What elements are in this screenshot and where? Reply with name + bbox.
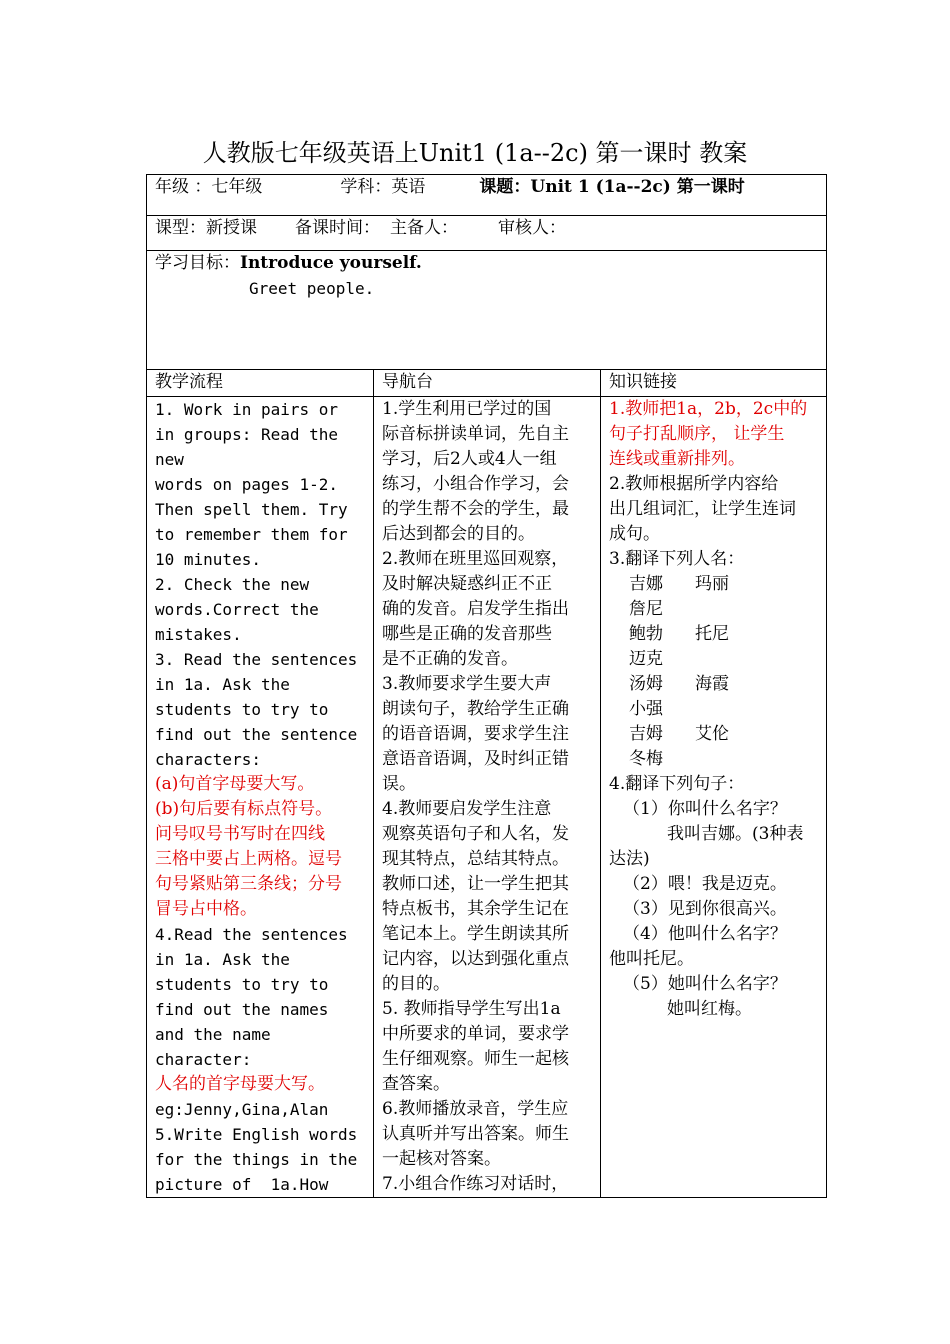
- flow-steps-3: [155, 1097, 365, 1197]
- link-line: 成句。: [609, 524, 660, 544]
- nav-line: 3.教师要求学生要大声: [382, 674, 552, 694]
- header-row-info: [147, 175, 827, 216]
- nav-line: 查答案。: [382, 1074, 450, 1094]
- nav-line: 生仔细观察。师生一起核: [382, 1049, 569, 1069]
- name-cell: 汤姆: [629, 674, 663, 694]
- goals-cell: [147, 251, 827, 370]
- question-3: （3）见到你很高兴。: [623, 899, 787, 919]
- column-header-link: 知识链接: [601, 370, 827, 397]
- flow-red-line: (b)句后要有标点符号。: [155, 799, 333, 819]
- nav-line: 练习，小组合作学习，会: [382, 474, 569, 494]
- answer-5: 她叫红梅。: [667, 999, 752, 1019]
- flow-line: new: [155, 450, 184, 469]
- nav-line: 学习，后2人或4人一组: [382, 449, 557, 469]
- question-4: （4）他叫什么名字？: [623, 924, 787, 944]
- nav-line: 笔记本上。学生朗读其所: [382, 924, 569, 944]
- flow-line: Then spell them. Try: [155, 500, 348, 519]
- reviewer-label: 审核人：: [498, 218, 566, 238]
- flow-line: find out the names: [155, 1000, 329, 1019]
- flow-line: 2. Check the new: [155, 575, 310, 594]
- nav-line: 际音标拼读单词，先自主: [382, 424, 569, 444]
- topic-value: Unit 1 (1a--2c) 第一课时: [530, 177, 745, 197]
- flow-red-line: 问号叹号书写时在四线: [155, 824, 325, 844]
- flow-red-name-rule: 人名的首字母要大写。: [155, 1074, 325, 1094]
- flow-line: find out the sentence: [155, 725, 358, 744]
- subject-label: 学科：英语: [340, 177, 426, 197]
- flow-red-line: 三格中要占上两格。逗号: [155, 849, 342, 869]
- name-cell: 托尼: [695, 624, 729, 644]
- flow-line: for the things in the: [155, 1150, 358, 1169]
- link-item-2: [609, 472, 818, 547]
- nav-line: 现其特点，总结其特点。: [382, 849, 569, 869]
- nav-line: 1.学生利用已学过的国: [382, 399, 552, 419]
- flow-line: 10 minutes.: [155, 550, 261, 569]
- column-header-row: [147, 370, 827, 397]
- flow-line: 5.Write English words: [155, 1125, 358, 1144]
- flow-red-line: 冒号占中格。: [155, 899, 257, 919]
- goals-row: [147, 251, 827, 370]
- nav-line: 哪些是正确的发音那些: [382, 624, 552, 644]
- topic-label: 课题：: [479, 177, 531, 197]
- nav-line: 认真听并写出答案。师生: [382, 1124, 569, 1144]
- nav-cell: [374, 397, 601, 1198]
- header-row-meta: [147, 216, 827, 251]
- flow-line: students to try to: [155, 700, 329, 719]
- class-type-label: 课型：新授课: [155, 218, 257, 238]
- nav-line: 教师口述，让一学生把其: [382, 874, 569, 894]
- answer-1-cont: 达法): [609, 849, 650, 869]
- name-cell: 迈克: [629, 649, 663, 669]
- name-cell: 冬梅: [629, 749, 663, 769]
- flow-line: in 1a. Ask the: [155, 675, 290, 694]
- nav-line: 的语音语调，要求学生注: [382, 724, 569, 744]
- flow-rules-red: [155, 772, 365, 922]
- link-cell: [601, 397, 827, 1198]
- flow-line: character:: [155, 1050, 252, 1069]
- flow-steps: [155, 397, 365, 772]
- flow-line: 3. Read the sentences: [155, 650, 358, 669]
- name-cell: 鲍勃: [629, 624, 663, 644]
- prep-time-label: 备课时间：: [295, 218, 380, 238]
- link-line: 出几组词汇，让学生连词: [609, 499, 796, 519]
- link-red-line: 句子打乱顺序， 让学生: [609, 424, 785, 444]
- name-cell: 小强: [629, 699, 663, 719]
- nav-line: 确的发音。启发学生指出: [382, 599, 569, 619]
- content-row: [147, 397, 827, 1198]
- flow-red-line: 句号紧贴第三条线；分号: [155, 874, 342, 894]
- lesson-plan-table: [146, 174, 827, 1198]
- nav-line: 7.小组合作练习对话时，: [382, 1174, 569, 1194]
- nav-line: 4.教师要启发学生注意: [382, 799, 552, 819]
- nav-line: 2.教师在班里巡回观察，: [382, 549, 569, 569]
- name-cell: 艾伦: [695, 724, 729, 744]
- nav-line: 的学生帮不会的学生，最: [382, 499, 569, 519]
- flow-line: and the name: [155, 1025, 271, 1044]
- sentences-label: 4.翻译下列句子：: [609, 774, 745, 794]
- nav-line: 是不正确的发音。: [382, 649, 518, 669]
- nav-line: 误。: [382, 774, 416, 794]
- name-cell: 詹尼: [629, 599, 663, 619]
- flow-steps-2: [155, 922, 365, 1072]
- answer-4: 他叫托尼。: [609, 949, 694, 969]
- question-1: （1）你叫什么名字？: [623, 799, 787, 819]
- flow-line: mistakes.: [155, 625, 242, 644]
- name-cell: 吉姆: [629, 724, 663, 744]
- flow-line: eg:Jenny,Gina,Alan: [155, 1100, 329, 1119]
- link-red-line: 连线或重新排列。: [609, 449, 745, 469]
- name-cell: 海霞: [695, 674, 729, 694]
- column-header-nav: 导航台: [374, 370, 601, 397]
- link-item-1: [609, 397, 818, 472]
- name-cell: 玛丽: [695, 574, 729, 594]
- nav-line: 朗读句子，教给学生正确: [382, 699, 569, 719]
- nav-line: 一起核对答案。: [382, 1149, 501, 1169]
- names-label: 3.翻译下列人名：: [609, 549, 745, 569]
- page-title: 人教版七年级英语上Unit1 (1a--2c) 第一课时 教案: [202, 139, 748, 167]
- names-row: [609, 672, 818, 722]
- names-row: [609, 622, 818, 672]
- flow-line: to remember them for: [155, 525, 348, 544]
- nav-line: 后达到都会的目的。: [382, 524, 535, 544]
- column-header-flow: 教学流程: [147, 370, 374, 397]
- goal-greet: Greet people.: [249, 279, 375, 298]
- flow-line: students to try to: [155, 975, 329, 994]
- flow-red-line: (a)句首字母要大写。: [155, 774, 315, 794]
- nav-line: 中所要求的单词，要求学: [382, 1024, 569, 1044]
- link-line: 2.教师根据所学内容给: [609, 474, 779, 494]
- name-cell: 吉娜: [629, 574, 663, 594]
- link-red-line: 1.教师把1a，2b，2c中的: [609, 399, 808, 419]
- goals-label: 学习目标：: [155, 253, 240, 273]
- answer-1: 我叫吉娜。(3种表: [667, 824, 804, 844]
- goal-introduce: Introduce yourself.: [240, 253, 422, 273]
- flow-line: 4.Read the sentences: [155, 925, 348, 944]
- flow-line: picture of 1a.How: [155, 1175, 329, 1194]
- nav-line: 意语音语调，及时纠正错: [382, 749, 569, 769]
- nav-line: 的目的。: [382, 974, 450, 994]
- info-cell: [147, 175, 827, 216]
- meta-cell: [147, 216, 827, 251]
- author-label: 主备人：: [390, 218, 458, 238]
- nav-line: 特点板书，其余学生记在: [382, 899, 569, 919]
- question-2: （2）喂！我是迈克。: [623, 874, 787, 894]
- question-5: （5）她叫什么名字？: [623, 974, 787, 994]
- flow-line: words on pages 1-2.: [155, 475, 339, 494]
- names-row: [609, 722, 818, 772]
- flow-line: characters:: [155, 750, 261, 769]
- names-row: [609, 572, 818, 622]
- grade-label: 年级 ：七年级: [155, 177, 263, 197]
- nav-line: 观察英语句子和人名，发: [382, 824, 569, 844]
- nav-line: 记内容，以达到强化重点: [382, 949, 569, 969]
- flow-cell: [147, 397, 374, 1198]
- nav-line: 5. 教师指导学生写出1a: [382, 999, 561, 1019]
- nav-line: 6.教师播放录音，学生应: [382, 1099, 569, 1119]
- flow-line: 1. Work in pairs or: [155, 400, 339, 419]
- nav-line: 及时解决疑惑纠正不正: [382, 574, 552, 594]
- flow-line: words.Correct the: [155, 600, 319, 619]
- flow-line: in groups: Read the: [155, 425, 339, 444]
- flow-line: in 1a. Ask the: [155, 950, 290, 969]
